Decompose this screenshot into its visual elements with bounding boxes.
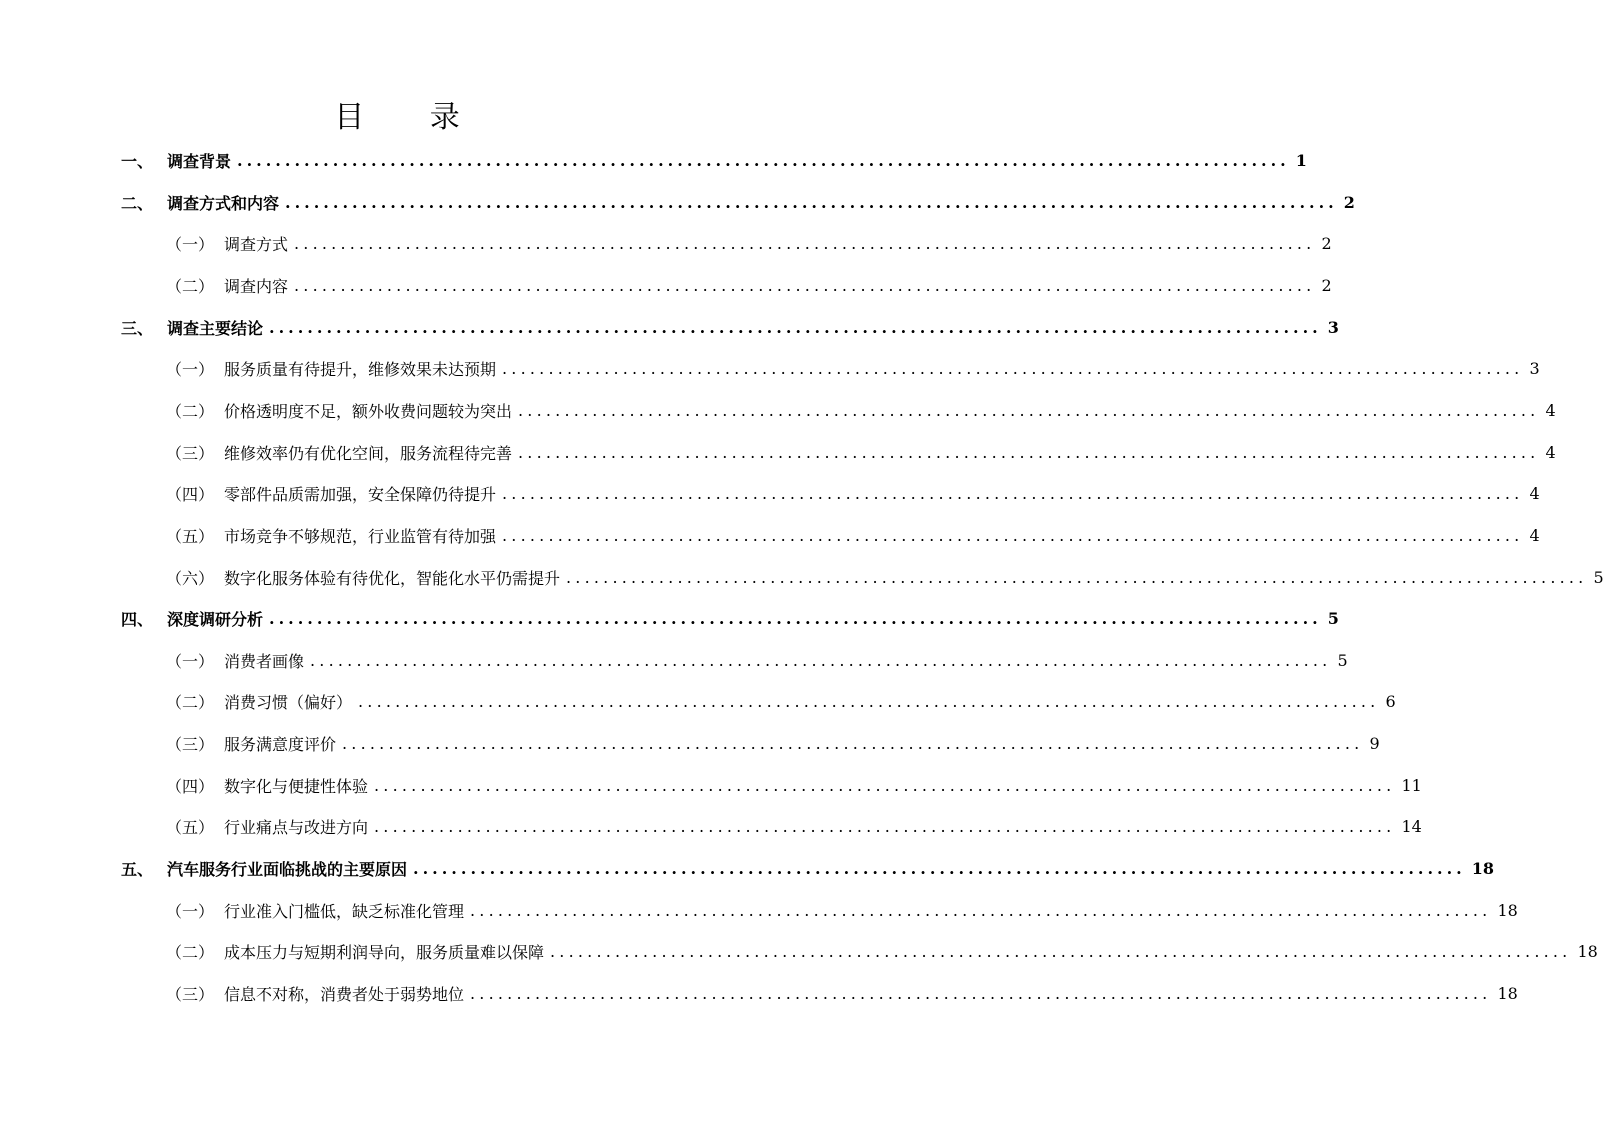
toc-entry-number: （五） [166,526,215,546]
toc-leader-dots: .............................................................................................................. [342,733,1364,753]
toc-entry[interactable] [121,187,1355,217]
toc-entry[interactable] [166,728,1380,758]
toc-leader-dots: .............................................................................................................. [518,400,1540,420]
toc-entry[interactable] [121,603,1339,633]
toc-entry-page: 18 [1497,983,1518,1003]
toc-entry-title: 调查内容 [224,276,289,296]
toc-entry-title: 消费习惯（偏好） [224,692,353,712]
toc-entry-title: 服务质量有待提升，维修效果未达预期 [224,359,497,379]
toc-entry-title: 维修效率仍有优化空间，服务流程待完善 [224,443,513,463]
toc-entry[interactable] [166,228,1332,258]
toc-entry-number: （三） [166,984,215,1004]
toc-entry-title: 汽车服务行业面临挑战的主要原因 [167,859,408,879]
toc-entry-page: 4 [1529,525,1540,545]
toc-entry-number: 二、 [121,193,154,213]
toc-leader-dots: .............................................................................................................. [413,858,1466,878]
toc-entry-number: （一） [166,901,215,921]
toc-entry-number: （一） [166,234,215,254]
toc-entry[interactable] [166,437,1556,467]
toc-leader-dots: .............................................................................................................. [358,691,1380,711]
toc-leader-dots: .............................................................................................................. [502,525,1524,545]
toc-leader-dots: .............................................................................................................. [502,483,1524,503]
toc-entry-page: 3 [1327,317,1339,337]
toc-entry-title: 调查方式和内容 [167,193,280,213]
toc-entry-number: 四、 [121,609,154,629]
toc-entry-page: 9 [1369,733,1380,753]
toc-entry-page: 5 [1593,567,1604,587]
toc-entry[interactable] [166,520,1540,550]
toc-entry-number: （一） [166,651,215,671]
toc-entry[interactable] [166,645,1348,675]
toc-entry-title: 调查主要结论 [167,318,264,338]
toc-entry[interactable] [121,145,1307,175]
toc-entry-page: 5 [1327,608,1339,628]
toc-leader-dots: .............................................................................................................. [518,442,1540,462]
toc-entry-title: 调查方式 [224,234,289,254]
toc-entry-page: 4 [1529,483,1540,503]
toc-entry-page: 4 [1545,442,1556,462]
toc-entry-page: 2 [1343,192,1355,212]
toc-entry-number: （一） [166,359,215,379]
toc-leader-dots: .............................................................................................................. [269,317,1322,337]
toc-leader-dots: .............................................................................................................. [310,650,1332,670]
toc-leader-dots: .............................................................................................................. [237,150,1290,170]
toc-leader-dots: .............................................................................................................. [550,941,1572,961]
toc-entry-title: 调查背景 [167,151,232,171]
toc-entry-number: （六） [166,568,215,588]
toc-entry-number: （四） [166,776,215,796]
toc-entry-title: 行业准入门槛低，缺乏标准化管理 [224,901,465,921]
toc-entry-number: （二） [166,401,215,421]
toc-entry-number: （三） [166,443,215,463]
toc-entry-number: 三、 [121,318,154,338]
toc-leader-dots: .............................................................................................................. [502,358,1524,378]
toc-entry[interactable] [166,686,1396,716]
toc-entry-title: 价格透明度不足，额外收费问题较为突出 [224,401,513,421]
toc-entry-title: 成本压力与短期利润导向，服务质量难以保障 [224,942,545,962]
toc-entry-page: 1 [1295,150,1307,170]
toc-entry-number: （五） [166,817,215,837]
toc-entry[interactable] [166,478,1540,508]
toc-entry-title: 数字化与便捷性体验 [224,776,369,796]
toc-entry-title: 零部件品质需加强，安全保障仍待提升 [224,484,497,504]
toc-leader-dots: .............................................................................................................. [470,983,1492,1003]
toc-entry-page: 3 [1529,358,1540,378]
toc-leader-dots: .............................................................................................................. [566,567,1588,587]
toc-entry-page: 18 [1497,900,1518,920]
toc-entry-title: 消费者画像 [224,651,305,671]
toc-leader-dots: .............................................................................................................. [269,608,1322,628]
toc-entry-number: （三） [166,734,215,754]
toc-entry[interactable] [166,811,1422,841]
toc-entry-page: 2 [1321,233,1332,253]
toc-entry-page: 6 [1385,691,1396,711]
toc-entry-page: 18 [1577,941,1598,961]
toc-entry[interactable] [166,770,1422,800]
toc-entry[interactable] [166,936,1598,966]
toc-entry-page: 4 [1545,400,1556,420]
toc-entry-number: 一、 [121,151,154,171]
toc-leader-dots: .............................................................................................................. [374,775,1396,795]
toc-entry-title: 服务满意度评价 [224,734,337,754]
toc-entry-number: （二） [166,942,215,962]
toc-entry[interactable] [121,853,1495,883]
toc-entry[interactable] [166,895,1518,925]
toc-leader-dots: .............................................................................................................. [470,900,1492,920]
toc-entry-title: 市场竞争不够规范，行业监管有待加强 [224,526,497,546]
toc-entry-number: 五、 [121,859,154,879]
toc-leader-dots: .............................................................................................................. [294,275,1316,295]
toc-entry-page: 14 [1401,816,1422,836]
toc-entry-title: 行业痛点与改进方向 [224,817,369,837]
toc-entry[interactable] [121,312,1339,342]
toc-entry-number: （二） [166,276,215,296]
toc-entry-number: （四） [166,484,215,504]
toc-entry[interactable] [166,395,1556,425]
toc-entry-title: 信息不对称，消费者处于弱势地位 [224,984,465,1004]
toc-leader-dots: .............................................................................................................. [374,816,1396,836]
toc-entry-number: （二） [166,692,215,712]
toc-entry-title: 深度调研分析 [167,609,264,629]
toc-entry-page: 5 [1337,650,1348,670]
toc-entry[interactable] [166,270,1332,300]
toc-entry[interactable] [166,562,1604,592]
toc-entry-page: 11 [1401,775,1422,795]
toc-entry[interactable] [166,353,1540,383]
toc-entry-page: 18 [1471,858,1495,878]
toc-leader-dots: .............................................................................................................. [285,192,1338,212]
toc-entry-page: 2 [1321,275,1332,295]
toc-leader-dots: .............................................................................................................. [294,233,1316,253]
toc-entry-title: 数字化服务体验有待优化，智能化水平仍需提升 [224,568,561,588]
toc-entry[interactable] [166,978,1518,1008]
toc-title: 目 录 [334,100,488,135]
